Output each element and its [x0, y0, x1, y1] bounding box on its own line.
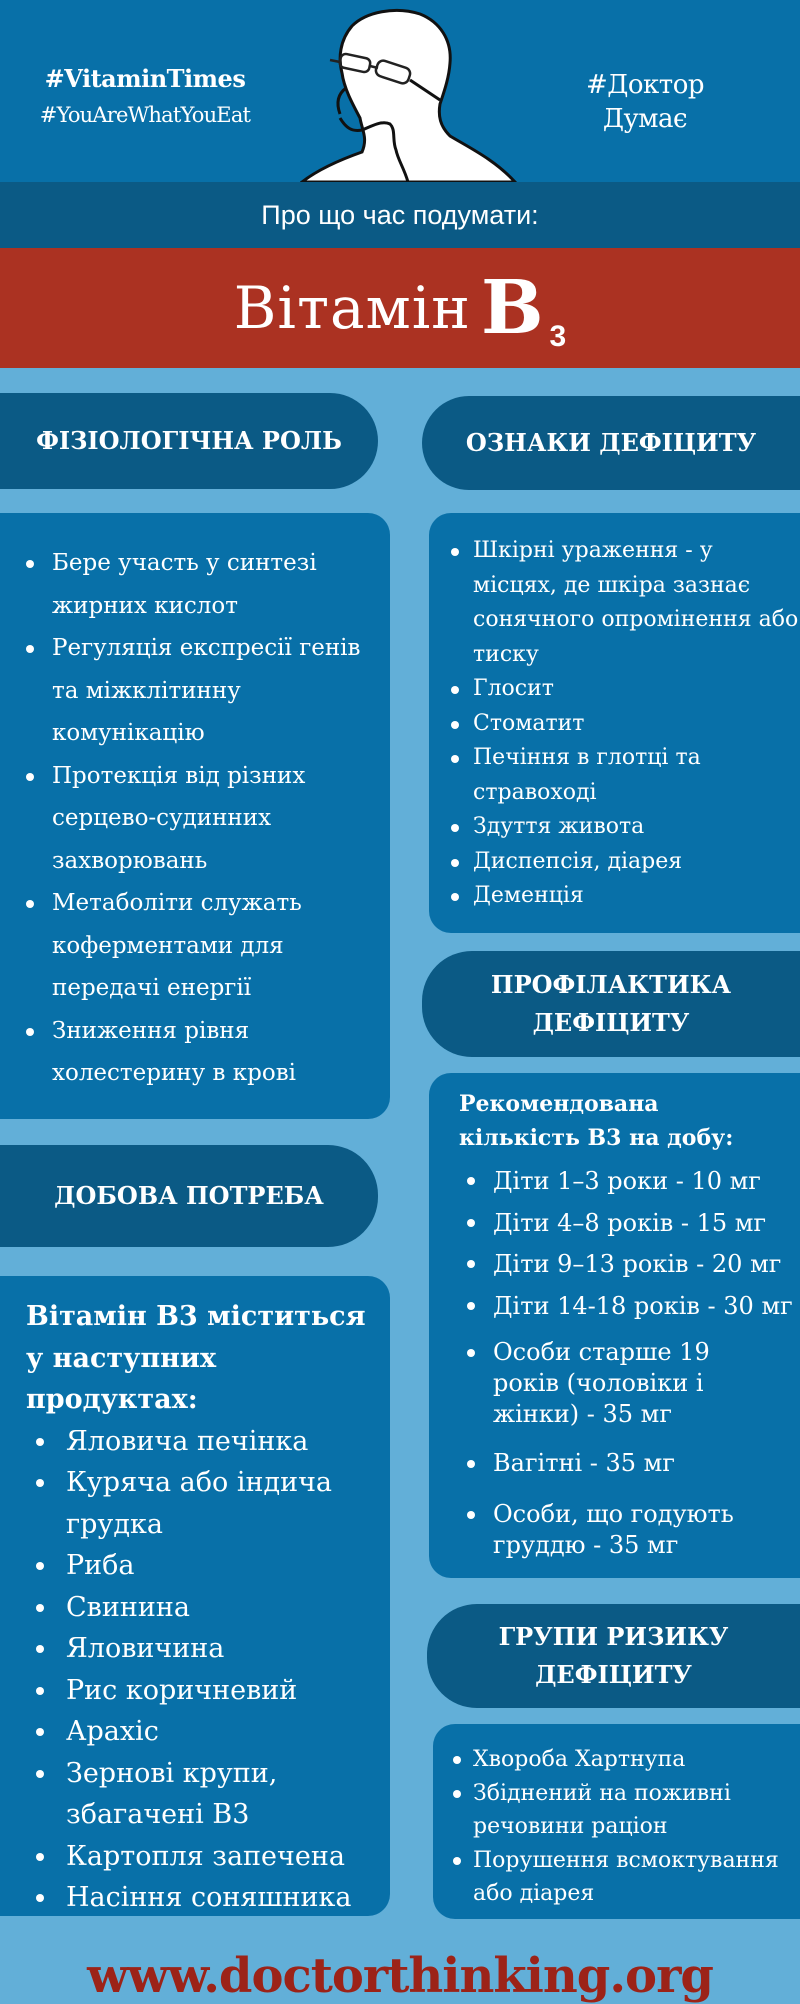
- bullet-icon: [453, 1756, 461, 1764]
- bullet-icon: [451, 721, 459, 729]
- daily-requirement-heading: [0, 1145, 378, 1247]
- hashtag-doctor-thinks: [545, 68, 745, 136]
- list-item: Особи старше 19 років (чоловіки і жінки) - 35 мг: [429, 1337, 783, 1430]
- title-subscript: 3: [549, 320, 567, 353]
- list-item: Яловичина: [0, 1628, 390, 1670]
- list-item: Свинина: [0, 1587, 390, 1629]
- list-item: Насіння соняшника: [0, 1877, 390, 1919]
- title-letter: B: [480, 265, 544, 351]
- list-item: Регуляція експресії генів та міжклітинну комунікацію: [0, 627, 392, 755]
- list-item: Деменція: [429, 879, 800, 914]
- bullet-icon: [451, 824, 459, 832]
- hashtag-doctor-line2: Думає: [602, 104, 688, 134]
- recommended-intake-intro: Рекомендована кількість B3 на добу:: [459, 1091, 734, 1151]
- list-item: Бере участь у синтезі жирних кислот: [0, 542, 372, 627]
- bullet-icon: [451, 893, 459, 901]
- list-item: Порушення всмоктування або діарея: [433, 1844, 800, 1911]
- bullet-icon: [26, 560, 34, 568]
- bullet-icon: [451, 686, 459, 694]
- risk-groups-card: [433, 1724, 800, 1919]
- list-item: Риба: [0, 1545, 390, 1587]
- list-item: Арахіс: [0, 1711, 390, 1753]
- bullet-icon: [36, 1894, 44, 1902]
- list-item: Рис коричневий: [0, 1670, 390, 1712]
- bullet-icon: [26, 773, 34, 781]
- risk-groups-list: [433, 1724, 800, 1911]
- hashtag-vitamin-times: #VitaminTimes: [44, 64, 246, 93]
- risk-groups-heading-line2: ДЕФІЦИТУ: [535, 1660, 692, 1689]
- bullet-icon: [36, 1645, 44, 1653]
- deficiency-signs-heading-text: ОЗНАКИ ДЕФІЦИТУ: [465, 428, 757, 457]
- list-item: Збіднений на поживні речовини раціон: [433, 1777, 773, 1844]
- bullet-icon: [467, 1349, 475, 1357]
- bullet-icon: [26, 645, 34, 653]
- bullet-icon: [467, 1460, 475, 1468]
- bullet-icon: [36, 1853, 44, 1861]
- bullet-icon: [26, 900, 34, 908]
- bullet-icon: [26, 1028, 34, 1036]
- subheader-text: Про що час подумати:: [261, 199, 539, 230]
- hashtag-doctor-line1: #Доктор: [585, 70, 704, 100]
- list-item: Діти 9–13 років - 20 мг: [429, 1244, 800, 1286]
- list-item: Хвороба Хартнупа: [433, 1743, 800, 1777]
- risk-groups-heading-line1: ГРУПИ РИЗИКУ: [498, 1622, 729, 1651]
- bullet-icon: [36, 1687, 44, 1695]
- hashtag-you-are-what-you-eat: #YouAreWhatYouEat: [39, 103, 251, 127]
- bullet-icon: [467, 1260, 475, 1268]
- deficiency-signs-heading: [422, 396, 800, 490]
- bullet-icon: [467, 1302, 475, 1310]
- title-word: Вітамін: [233, 274, 471, 342]
- bullet-icon: [453, 1857, 461, 1865]
- bullet-icon: [467, 1219, 475, 1227]
- deficiency-prevention-heading-line2: ДЕФІЦИТУ: [532, 1008, 690, 1037]
- deficiency-signs-card: [429, 513, 800, 933]
- bullet-icon: [451, 859, 459, 867]
- list-item: Здуття живота: [429, 810, 800, 845]
- list-item: Особи, що годують груддю - 35 мг: [429, 1499, 773, 1561]
- list-item: Куряча або індича грудка: [0, 1462, 366, 1545]
- list-item: Діти 14-18 років - 30 мг: [429, 1286, 800, 1328]
- bullet-icon: [36, 1728, 44, 1736]
- food-sources-list: [0, 1421, 390, 1919]
- list-item: Зернові крупи, збагачені B3: [0, 1753, 326, 1836]
- bullet-icon: [36, 1604, 44, 1612]
- deficiency-prevention-heading-line1: ПРОФІЛАКТИКА: [490, 970, 732, 999]
- bullet-icon: [451, 755, 459, 763]
- bullet-icon: [36, 1479, 44, 1487]
- risk-groups-heading: [427, 1604, 800, 1708]
- daily-requirement-card: [0, 1276, 390, 1916]
- thinking-man-icon: [300, 8, 530, 182]
- recommended-intake-list: [429, 1155, 800, 1561]
- list-item: Диспепсія, діарея: [429, 845, 800, 880]
- list-item: Стоматит: [429, 707, 800, 742]
- deficiency-prevention-card: [429, 1073, 800, 1578]
- physiological-role-heading-text: ФІЗІОЛОГІЧНА РОЛЬ: [36, 426, 342, 455]
- physiological-role-list: [0, 513, 390, 1095]
- daily-requirement-intro: Вітамін B3 міститься у наступних продуктах:: [26, 1301, 366, 1415]
- list-item: Шкірні ураження - у місцях, де шкіра зазнає сонячного опромінення або тиску: [429, 534, 800, 672]
- list-item: Картопля запечена: [0, 1836, 390, 1878]
- deficiency-signs-list: [429, 513, 800, 914]
- list-item: Глосит: [429, 672, 800, 707]
- list-item: Печіння в глотці та стравоході: [429, 741, 773, 810]
- bullet-icon: [467, 1511, 475, 1519]
- website-link[interactable]: www.doctorthinking.org: [87, 1948, 713, 2004]
- list-item: Метаболіти служать коферментами для передачі енергії: [0, 882, 372, 1010]
- physiological-role-heading: [0, 393, 378, 489]
- bullet-icon: [453, 1790, 461, 1798]
- list-item: Діти 1–3 роки - 10 мг: [429, 1161, 800, 1203]
- title-bar: [0, 248, 800, 368]
- deficiency-prevention-heading: [422, 951, 800, 1057]
- physiological-role-card: [0, 513, 390, 1119]
- bullet-icon: [36, 1770, 44, 1778]
- bullet-icon: [451, 548, 459, 556]
- list-item: Яловича печінка: [0, 1421, 390, 1463]
- subheader-bar: [0, 182, 800, 248]
- daily-requirement-heading-text: ДОБОВА ПОТРЕБА: [54, 1181, 324, 1210]
- list-item: Вагітні - 35 мг: [429, 1448, 800, 1479]
- bullet-icon: [36, 1562, 44, 1570]
- list-item: Протекція від різних серцево-судинних захворювань: [0, 755, 372, 883]
- bullet-icon: [467, 1177, 475, 1185]
- list-item: Діти 4–8 років - 15 мг: [429, 1203, 800, 1245]
- bullet-icon: [36, 1438, 44, 1446]
- list-item: Зниження рівня холестерину в крові: [0, 1010, 372, 1095]
